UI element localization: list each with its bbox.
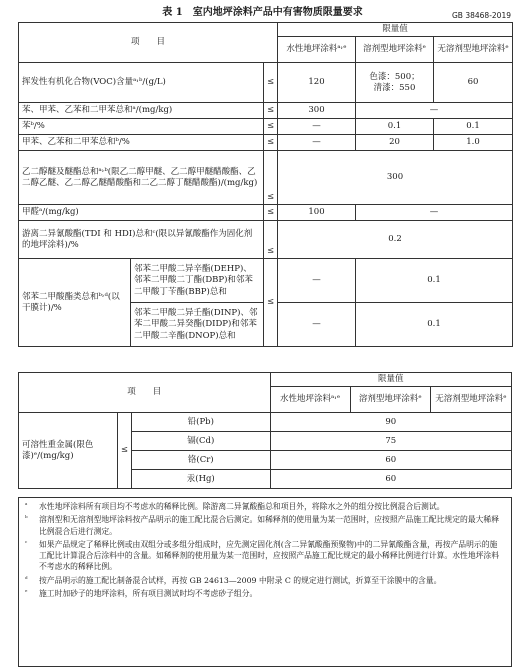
glycol-le: ≤: [264, 151, 278, 205]
metal-chromium-value: 60: [270, 451, 511, 470]
tx-solventless: 1.0: [434, 135, 513, 151]
voc-label: 挥发性有机化合物(VOC)含量ᵃ˒ᵇ/(g/L): [19, 63, 264, 103]
tx-water: —: [278, 135, 356, 151]
phthalate-2-water: —: [278, 303, 356, 347]
phthalate-label: 邻苯二甲酸酯类总和ᵇ˒ᵈ(以干膜计)/%: [19, 259, 131, 347]
footnote-mark: ᵇ: [25, 514, 28, 523]
tdi-le: ≤: [264, 221, 278, 259]
standard-number: GB 38468-2019: [452, 11, 511, 20]
btx-rest: —: [356, 103, 513, 119]
tdi-label: 游离二异氰酸酯(TDI 和 HDI)总和ᶜ(限以异氰酸酯作为固化剂的地坪涂料)/%: [19, 221, 264, 259]
heavy-metal-le: ≤: [117, 413, 131, 489]
voc-water: 120: [278, 63, 356, 103]
footnote: [25, 514, 505, 537]
btx-le: ≤: [264, 103, 278, 119]
table-title: 表 1 室内地坪涂料产品中有害物质限量要求: [162, 7, 363, 18]
footnote-mark: ᶜ: [25, 538, 28, 547]
formaldehyde-water: 100: [278, 205, 356, 221]
tx-le: ≤: [264, 135, 278, 151]
metal-cadmium: 镉(Cd): [131, 432, 270, 451]
btx-label: 苯、甲苯、乙苯和二甲苯总和ᵃ/(mg/kg): [19, 103, 264, 119]
benzene-solvent: 0.1: [356, 119, 434, 135]
metal-cadmium-value: 75: [270, 432, 511, 451]
footnote-text: 如果产品规定了稀释比例或由双组分或多组分组成时，应先测定固化剂(含二异氰酸酯预聚物)中的二异氰酸酯含量，再按产品明示的施工配比计算混合后涂料中的含量。如稀释剂的使用量为某一范围时，应按照产品施工配比规定的最小稀释比例进行计算。水性地坪涂料不考虑水的稀释比例。: [39, 539, 500, 572]
footnote: [25, 501, 505, 512]
btx-water: 300: [278, 103, 356, 119]
metal-lead-value: 90: [270, 413, 511, 432]
water-based-header-2: 水性地坪涂料ᵃ˒ᵉ: [270, 387, 350, 413]
footnote-text: 施工时加砂子的地坪涂料，所有项目测试时均不考虑砂子组分。: [39, 589, 258, 599]
voc-solvent: 色漆：500； 清漆：550: [356, 63, 434, 103]
phthalate-2-label: 邻苯二甲酸二异壬酯(DINP)、邻苯二甲酸二异癸酯(DIDP)和邻苯二甲酸二辛酯(DNOP)总和: [131, 303, 264, 347]
glycol-value: 300: [278, 151, 513, 205]
phthalate-1-label: 邻苯二甲酸二异辛酯(DEHP)、邻苯二甲酸二丁酯(DBP)和邻苯二甲酸丁苄酯(BBP)总和: [131, 259, 264, 303]
benzene-solventless: 0.1: [434, 119, 513, 135]
heavy-metal-table: [18, 372, 512, 489]
solventless-header: 无溶剂型地坪涂料ᵉ: [434, 37, 513, 63]
footnote-text: 水性地坪涂料所有项目均不考虑水的稀释比例。除游离二异氰酸酯总和项目外，将除水之外的组分按比例混合后测试。: [39, 502, 445, 511]
benzene-water: —: [278, 119, 356, 135]
footnote: [25, 575, 505, 586]
formaldehyde-label: 甲醛ᵃ/(mg/kg): [19, 205, 264, 221]
voc-le: ≤: [264, 63, 278, 103]
table-footnotes: [18, 497, 512, 667]
glycol-label: 乙二醇醚及醚酯总和ᵃ˒ᵇ(限乙二醇甲醚、乙二醇甲醚醋酸酯、乙二醇乙醚、乙二醇乙醚醋酸酯和二乙二醇丁醚醋酸酯)/(mg/kg): [19, 151, 264, 205]
phthalate-1-water: —: [278, 259, 356, 303]
footnote-mark: ᵈ: [25, 574, 28, 583]
heavy-metal-label: 可溶性重金属(限色漆)ᵉ/(mg/kg): [19, 413, 118, 489]
water-based-header: 水性地坪涂料ᵃ˒ᵉ: [278, 37, 356, 63]
footnote: [25, 539, 505, 573]
metal-mercury: 汞(Hg): [131, 470, 270, 489]
metal-mercury-value: 60: [270, 470, 511, 489]
limits-table: [18, 22, 513, 347]
footnote-mark: ᵃ: [25, 501, 28, 509]
footnote-text: 溶剂型和无溶剂型地坪涂料按产品明示的施工配比混合后测定。如稀释剂的使用量为某一范围时，应按照产品施工配比规定的最大稀释比例混合后进行测定。: [39, 515, 500, 536]
formaldehyde-le: ≤: [264, 205, 278, 221]
limit-header: 限量值: [278, 23, 513, 37]
tx-solvent: 20: [356, 135, 434, 151]
footnote-mark: ᵉ: [25, 588, 28, 597]
phthalate-1-value: 0.1: [356, 259, 513, 303]
phthalate-2-value: 0.1: [356, 303, 513, 347]
voc-solventless: 60: [434, 63, 513, 103]
tdi-value: 0.2: [278, 221, 513, 259]
formaldehyde-rest: —: [356, 205, 513, 221]
metal-chromium: 铬(Cr): [131, 451, 270, 470]
solvent-based-header-2: 溶剂型地坪涂料ᵉ: [350, 387, 430, 413]
solventless-header-2: 无溶剂型地坪涂料ᵉ: [430, 387, 511, 413]
item-header: 项 目: [19, 23, 278, 63]
limit-header-2: 限量值: [270, 373, 511, 387]
footnote-text: 按产品明示的施工配比制备混合试样，再按 GB 24613—2009 中附录 C 的规定进行测试，折算至干涂膜中的含量。: [39, 575, 442, 585]
footnote: [25, 588, 505, 599]
metal-lead: 铅(Pb): [131, 413, 270, 432]
item-header-2: 项 目: [19, 373, 271, 413]
benzene-label: 苯ᵇ/%: [19, 119, 264, 135]
benzene-le: ≤: [264, 119, 278, 135]
tx-label: 甲苯、乙苯和二甲苯总和ᵇ/%: [19, 135, 264, 151]
phthalate-le: ≤: [264, 259, 278, 347]
solvent-based-header: 溶剂型地坪涂料ᵉ: [356, 37, 434, 63]
